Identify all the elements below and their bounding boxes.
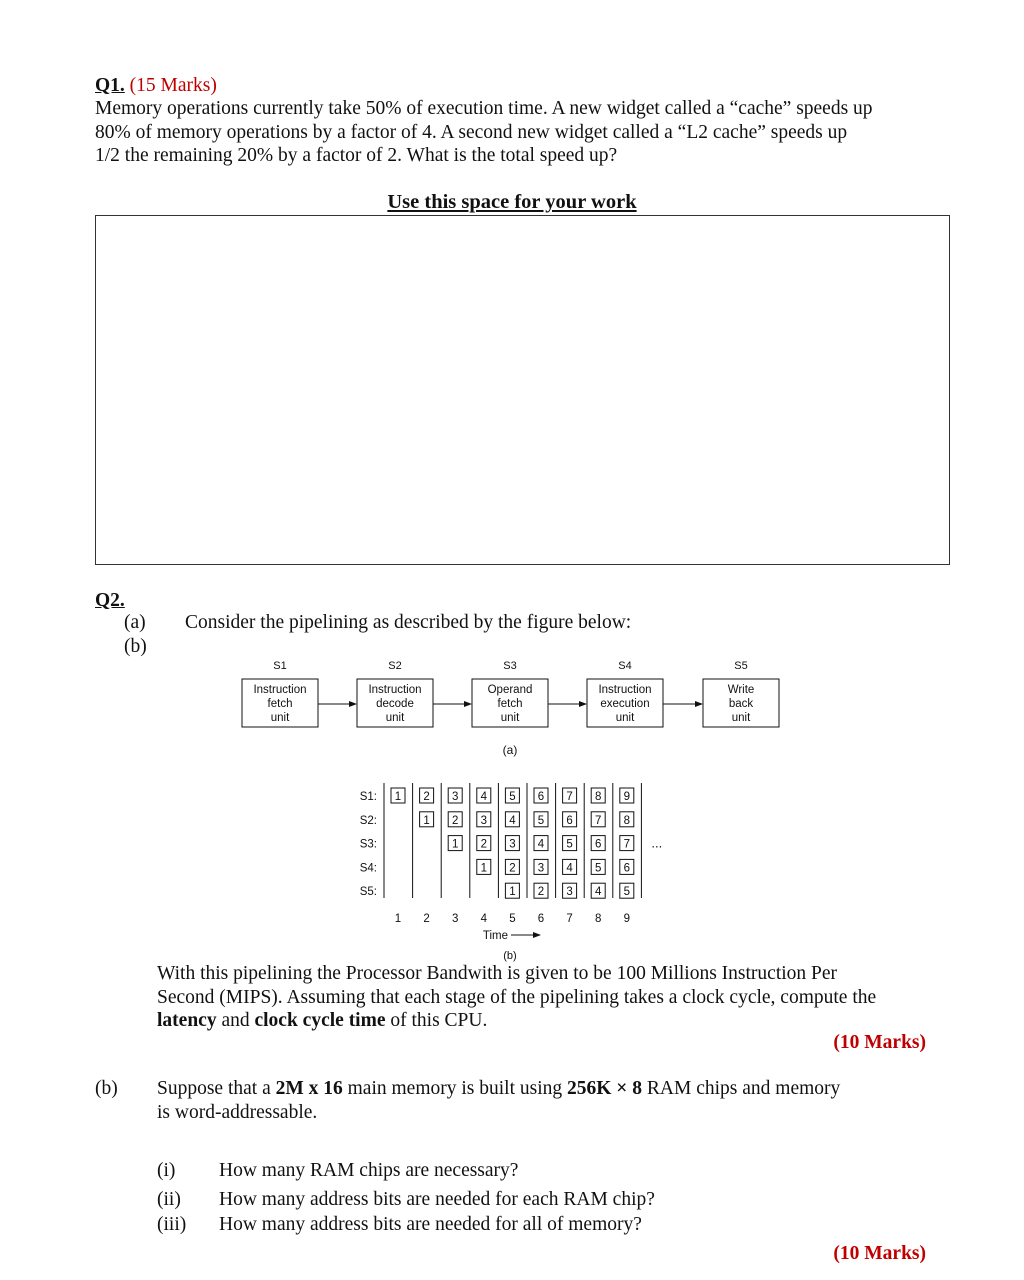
stage-box-text: unit (615, 712, 635, 724)
instruction-number: 3 (566, 886, 573, 899)
time-tick: 7 (566, 913, 573, 925)
stage-box-text: unit (731, 712, 751, 724)
q1-heading (95, 74, 217, 98)
stage-id-label: S4 (618, 660, 632, 672)
marks-a: (10 Marks) (833, 1032, 926, 1053)
stage-box-text: back (728, 698, 754, 710)
latency-term: latency (157, 1010, 217, 1031)
stage-diagram (242, 660, 779, 727)
instruction-number: 8 (594, 791, 602, 803)
q1-marks: (15 Marks) (129, 75, 217, 96)
instruction-number: 8 (623, 814, 631, 827)
stage-box-text: execution (600, 698, 650, 710)
instruction-number: 1 (423, 814, 430, 827)
instruction-number: 6 (537, 791, 545, 803)
time-tick: 8 (594, 913, 602, 925)
time-axis-label: Time (482, 930, 508, 942)
caption-b: (b) (503, 950, 517, 962)
time-tick: 6 (537, 913, 545, 925)
instruction-number: 2 (451, 814, 459, 827)
part-b-post: RAM chips and memory (642, 1078, 841, 1099)
row-label: S5: (359, 886, 377, 899)
sub-num: (iii) (157, 1214, 187, 1235)
stage-box-text: unit (385, 712, 405, 724)
instruction-number: 1 (480, 862, 488, 875)
q1-body (95, 97, 975, 168)
instruction-number: 5 (623, 886, 631, 899)
q2-label-b: (b) (124, 636, 147, 657)
instruction-number: 5 (537, 814, 545, 827)
q2-label-a: (a) (124, 612, 146, 633)
part-a-line: With this pipelining the Processor Bandwith is given to be 100 Millions Instruction Per (157, 963, 838, 984)
instruction-number: 4 (537, 838, 545, 851)
part-a-text (157, 962, 957, 1033)
row-label: S4: (359, 862, 377, 875)
stage-box-text: Operand (487, 684, 533, 696)
instruction-number: 6 (566, 814, 573, 827)
stage-box-text: Instruction (598, 684, 652, 696)
pipeline-timing-grid (360, 783, 663, 962)
q1-line: 1/2 the remaining 20% by a factor of 2. What is the total speed up? (95, 145, 618, 166)
instruction-number: 2 (537, 886, 545, 899)
q1-number: Q1. (95, 75, 125, 96)
sub-text: How many address bits are needed for each RAM chip? (219, 1189, 655, 1210)
instruction-number: 1 (509, 886, 516, 899)
sub-num: (i) (157, 1160, 176, 1181)
work-space-box[interactable] (95, 215, 950, 565)
part-b-line2: is word-addressable. (157, 1101, 318, 1123)
sub-text: How many address bits are needed for all of memory? (219, 1214, 642, 1235)
pipeline-figure (0, 650, 1024, 970)
stage-box-text: Instruction (368, 684, 422, 696)
part-b-label: (b) (95, 1078, 118, 1099)
work-space-heading: Use this space for your work (387, 191, 637, 213)
sub-num: (ii) (157, 1189, 181, 1210)
stage-id-label: S5 (734, 660, 748, 672)
instruction-number: 6 (594, 838, 602, 851)
instruction-number: 4 (594, 886, 602, 899)
stage-id-label: S1 (273, 660, 287, 672)
instruction-number: 7 (594, 814, 602, 827)
sub-text: How many RAM chips are necessary? (219, 1160, 519, 1181)
part-b-pre: Suppose that a (157, 1078, 276, 1099)
stage-box-text: unit (500, 712, 520, 724)
instruction-number: 7 (566, 791, 573, 803)
instruction-number: 3 (480, 814, 488, 827)
instruction-number: 3 (537, 862, 545, 875)
row-label: S2: (359, 814, 377, 827)
instruction-number: 3 (509, 838, 516, 851)
stage-box-text: decode (376, 698, 414, 710)
q2-number: Q2. (95, 590, 125, 611)
caption-a: (a) (502, 743, 518, 757)
part-b-line1 (157, 1077, 957, 1101)
instruction-number: 7 (623, 838, 631, 851)
q2-intro: Consider the pipelining as described by the figure below: (185, 612, 632, 633)
clock-cycle-term: clock cycle time (254, 1010, 386, 1031)
instruction-number: 5 (566, 838, 573, 851)
time-tick: 3 (451, 913, 459, 925)
instruction-number: 6 (623, 862, 631, 875)
stage-box-text: fetch (497, 698, 523, 710)
time-tick: 5 (509, 913, 516, 925)
memory-size: 2M x 16 (275, 1078, 343, 1099)
chip-size: 256K × 8 (567, 1078, 643, 1099)
instruction-number: 4 (480, 791, 488, 803)
time-tick: 1 (394, 913, 402, 925)
instruction-number: 3 (451, 791, 459, 803)
part-a-line: Second (MIPS). Assuming that each stage of the pipelining takes a clock cycle, compute the (157, 986, 877, 1008)
row-label: S3: (359, 838, 377, 851)
time-tick: 2 (423, 913, 430, 925)
stage-box-text: Instruction (253, 684, 307, 696)
q1-line: 80% of memory operations by a factor of 4. A second new widget called a “L2 cache” speeds up (95, 121, 848, 143)
instruction-number: 5 (509, 791, 516, 803)
and-text: and (216, 1010, 255, 1031)
instruction-number: 2 (509, 862, 516, 875)
q1-line: Memory operations currently take 50% of execution time. A new widget called a “cache” speeds up (95, 98, 873, 119)
instruction-number: 9 (623, 791, 631, 803)
end-text: of this CPU. (385, 1010, 488, 1031)
instruction-number: 2 (423, 791, 430, 803)
time-tick: 4 (480, 913, 488, 925)
instruction-number: 4 (509, 814, 516, 827)
part-b-text (157, 1077, 957, 1124)
ellipsis: ... (651, 835, 663, 851)
instruction-number: 2 (480, 838, 488, 851)
stage-id-label: S3 (503, 660, 517, 672)
marks-b: (10 Marks) (833, 1243, 926, 1264)
row-label: S1: (359, 791, 377, 803)
instruction-number: 4 (566, 862, 573, 875)
instruction-number: 1 (394, 791, 402, 803)
part-a-line-last (157, 1009, 957, 1033)
stage-box-text: fetch (267, 698, 293, 710)
time-tick: 9 (623, 913, 631, 925)
instruction-number: 1 (451, 838, 459, 851)
stage-box-text: Write (727, 684, 755, 696)
part-b-mid: main memory is built using (342, 1078, 568, 1099)
instruction-number: 5 (594, 862, 602, 875)
stage-box-text: unit (270, 712, 290, 724)
stage-id-label: S2 (388, 660, 402, 672)
